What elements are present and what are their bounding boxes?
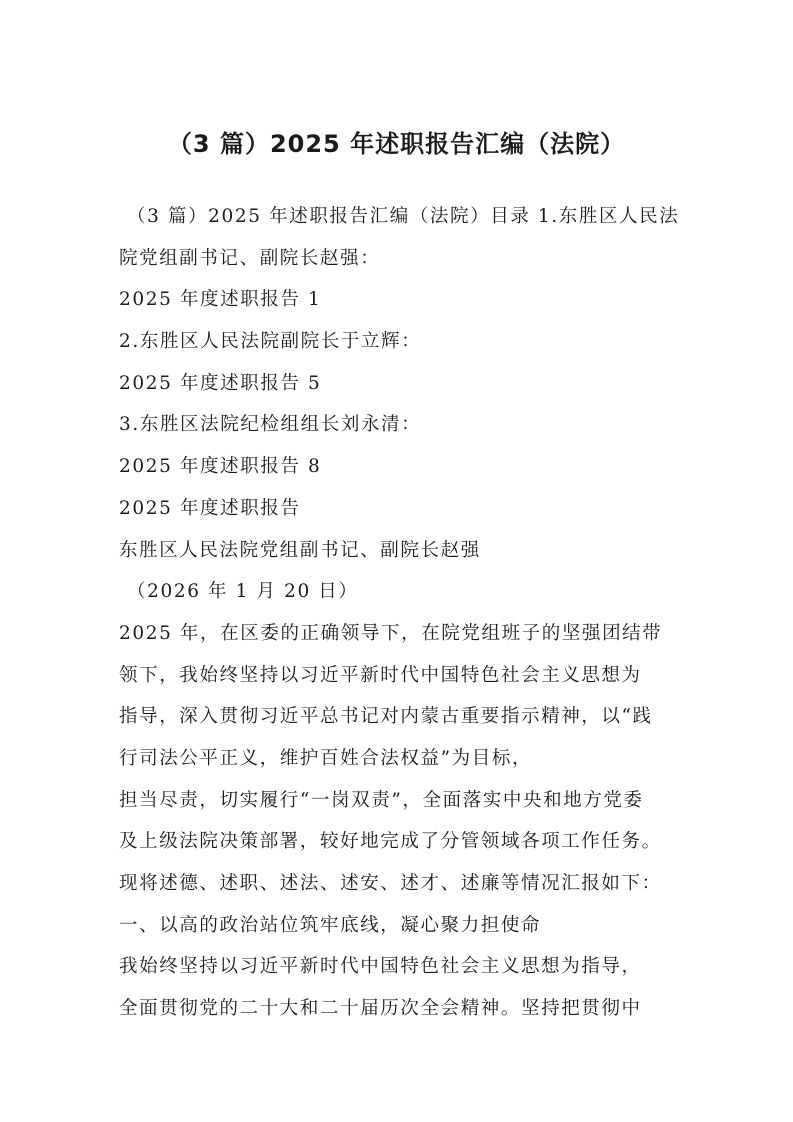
text-line: 现将述德、述职、述法、述安、述才、述廉等情况汇报如下： [119, 873, 662, 894]
text-line: 院党组副书记、副院长赵强： [119, 247, 381, 269]
text-line: 行司法公平正义，维护百姓合法权益”为目标， [119, 747, 533, 769]
text-line: 2.东胜区人民法院副院长于立辉： [119, 331, 422, 353]
document-title: （3 篇）2025 年述职报告汇编（法院） [167, 130, 626, 158]
text-line: 我始终坚持以习近平新时代中国特色社会主义思想为指导， [119, 956, 642, 978]
section-heading: 一、以高的政治站位筑牢底线，凝心聚力担使命 [119, 914, 542, 936]
text-line: 2025 年度述职报告 1 [119, 289, 322, 311]
document-body [119, 196, 679, 1030]
text-line: 2025 年度述职报告 8 [119, 456, 322, 478]
text-line: 东胜区人民法院党组副书记、副院长赵强 [119, 539, 481, 561]
text-line: 担当尽责，切实履行“一岗双责”，全面落实中央和地方党委 [119, 789, 644, 811]
text-line: 2025 年度述职报告 [119, 497, 301, 519]
text-line: 及上级法院决策部署，较好地完成了分管领域各项工作任务。 [119, 831, 662, 853]
text-line: 领下，我始终坚持以习近平新时代中国特色社会主义思想为 [119, 664, 642, 686]
text-line: （3 篇）2025 年述职报告汇编（法院）目录 1.东胜区人民法 [127, 206, 680, 227]
text-line: （2026 年 1 月 20 日） [127, 581, 359, 603]
text-line: 3.东胜区法院纪检组组长刘永清： [119, 414, 422, 436]
text-line: 2025 年，在区委的正确领导下，在院党组班子的坚强团结带 [119, 622, 663, 644]
text-line: 指导，深入贯彻习近平总书记对内蒙古重要指示精神，以“践 [119, 706, 653, 728]
text-line: 全面贯彻党的二十大和二十届历次全会精神。坚持把贯彻中 [119, 998, 642, 1020]
text-line: 2025 年度述职报告 5 [119, 372, 322, 394]
